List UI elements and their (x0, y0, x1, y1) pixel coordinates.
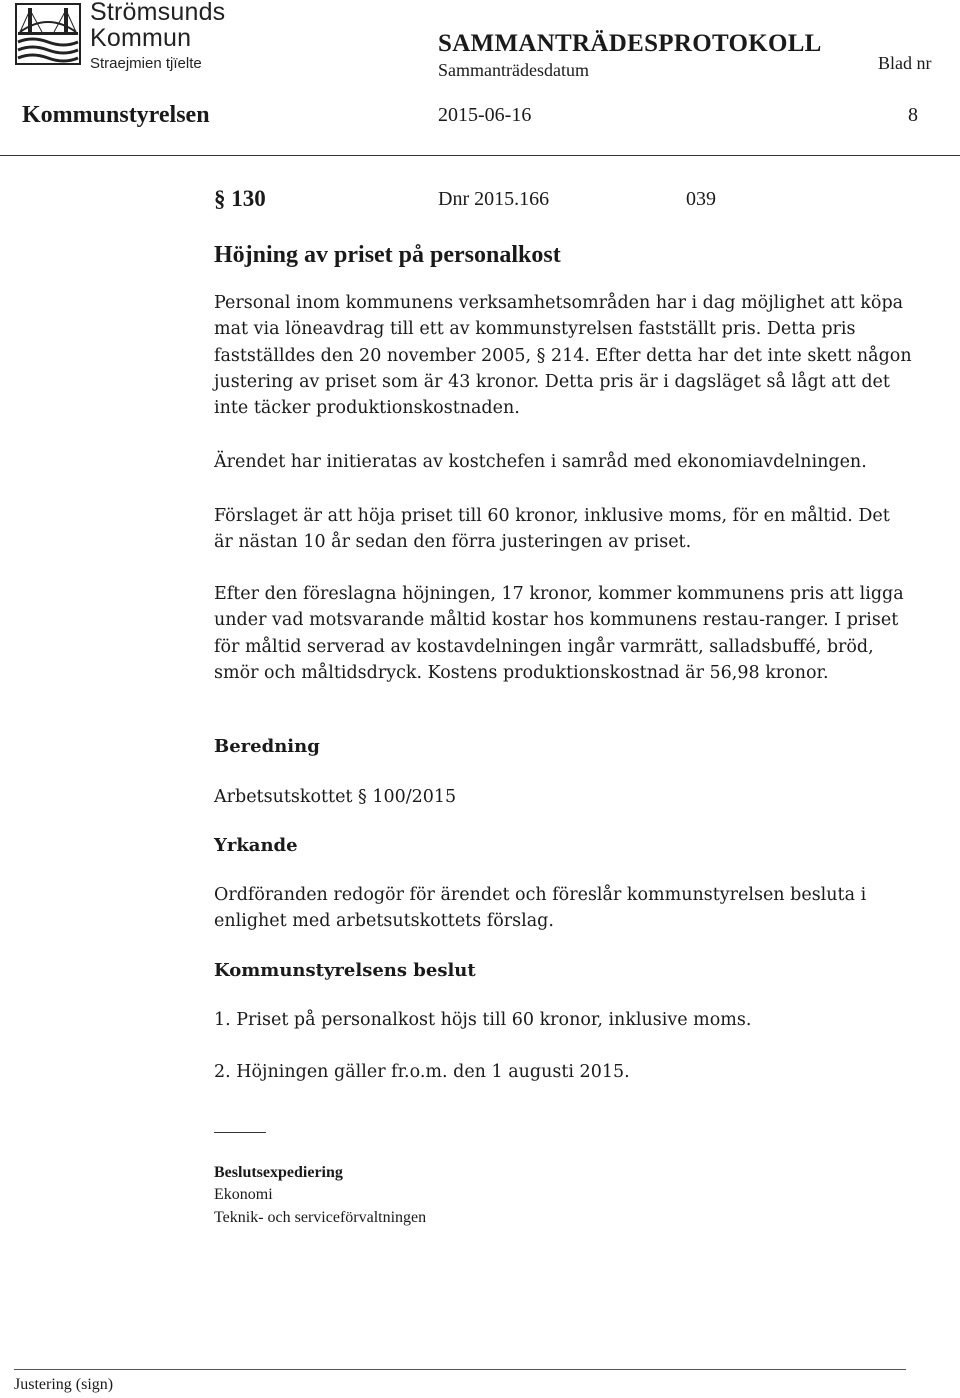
expediering-recipient: Ekonomi (214, 1186, 273, 1203)
expediering-recipient: Teknik- och serviceförvaltningen (214, 1209, 427, 1226)
footer-divider (14, 1369, 906, 1370)
section-number: § 130 (214, 186, 266, 211)
organ-name: Kommunstyrelsen (22, 102, 210, 128)
yrkande-heading: Yrkande (214, 835, 298, 856)
header-divider (0, 155, 960, 156)
decision-item: 1. Priset på personalkost höjs till 60 kronor, inklusive moms. (214, 1010, 752, 1030)
logo-line-2: Kommun (90, 24, 192, 52)
paragraph-effect: Efter den föreslagna höjningen, 17 kronor, kommer kommunens pris att ligga under vad motsvarande måltid kostar hos kommunens restau-ranger. I priset för måltid serverad av kostavdelningen ingår varmrätt, salladsbuffé, bröd, smör och måltidsdryck. Kostens produktionskostnad är 56,98 kronor. (214, 584, 904, 683)
beredning-heading: Beredning (214, 736, 320, 757)
diary-code: 039 (686, 188, 716, 210)
logo-line-3: Straejmien tjïelte (90, 55, 202, 72)
meeting-date: 2015-06-16 (438, 104, 532, 126)
beredning-text: Arbetsutskottet § 100/2015 (214, 787, 457, 807)
page-number: 8 (908, 104, 918, 126)
decision-item: 2. Höjningen gäller fr.o.m. den 1 augusti 2015. (214, 1062, 630, 1082)
diary-number: Dnr 2015.166 (438, 188, 550, 210)
expediering-heading: Beslutsexpediering (214, 1164, 343, 1181)
sheet-number-label: Blad nr (878, 53, 932, 73)
decision-heading: Kommunstyrelsens beslut (214, 960, 476, 981)
municipality-logo-text (90, 0, 225, 74)
paragraph-proposal: Förslaget är att höja priset till 60 kronor, inklusive moms, för en måltid. Det är nästan 10 år sedan den förra justeringen av priset. (214, 506, 890, 553)
meeting-date-label: Sammanträdesdatum (438, 60, 589, 80)
yrkande-text: Ordföranden redogör för ärendet och föreslår kommunstyrelsen besluta i enlighet med arbetsutskottets förslag. (214, 885, 867, 932)
case-title: Höjning av priset på personalkost (214, 242, 561, 268)
bridge-crest-logo-icon (14, 2, 82, 66)
section-divider (214, 1132, 266, 1133)
signature-label: Justering (sign) (14, 1376, 114, 1393)
document-type: SAMMANTRÄDESPROTOKOLL (438, 30, 822, 57)
paragraph-initiated: Ärendet har initieratas av kostchefen i samråd med ekonomiavdelningen. (214, 452, 867, 472)
paragraph-description: Personal inom kommunens verksamhetsområden har i dag möjlighet att köpa mat via löneavdrag till ett av kommunstyrelsen fastställt pris. Detta pris fastställdes den 20 november 2005, § 214. Efter detta har det inte skett någon justering av priset som är 43 kronor. Detta pris är i dagsläget så lågt att det inte täcker produktionskostnaden. (214, 293, 912, 419)
logo-line-1: Strömsunds (90, 0, 226, 26)
